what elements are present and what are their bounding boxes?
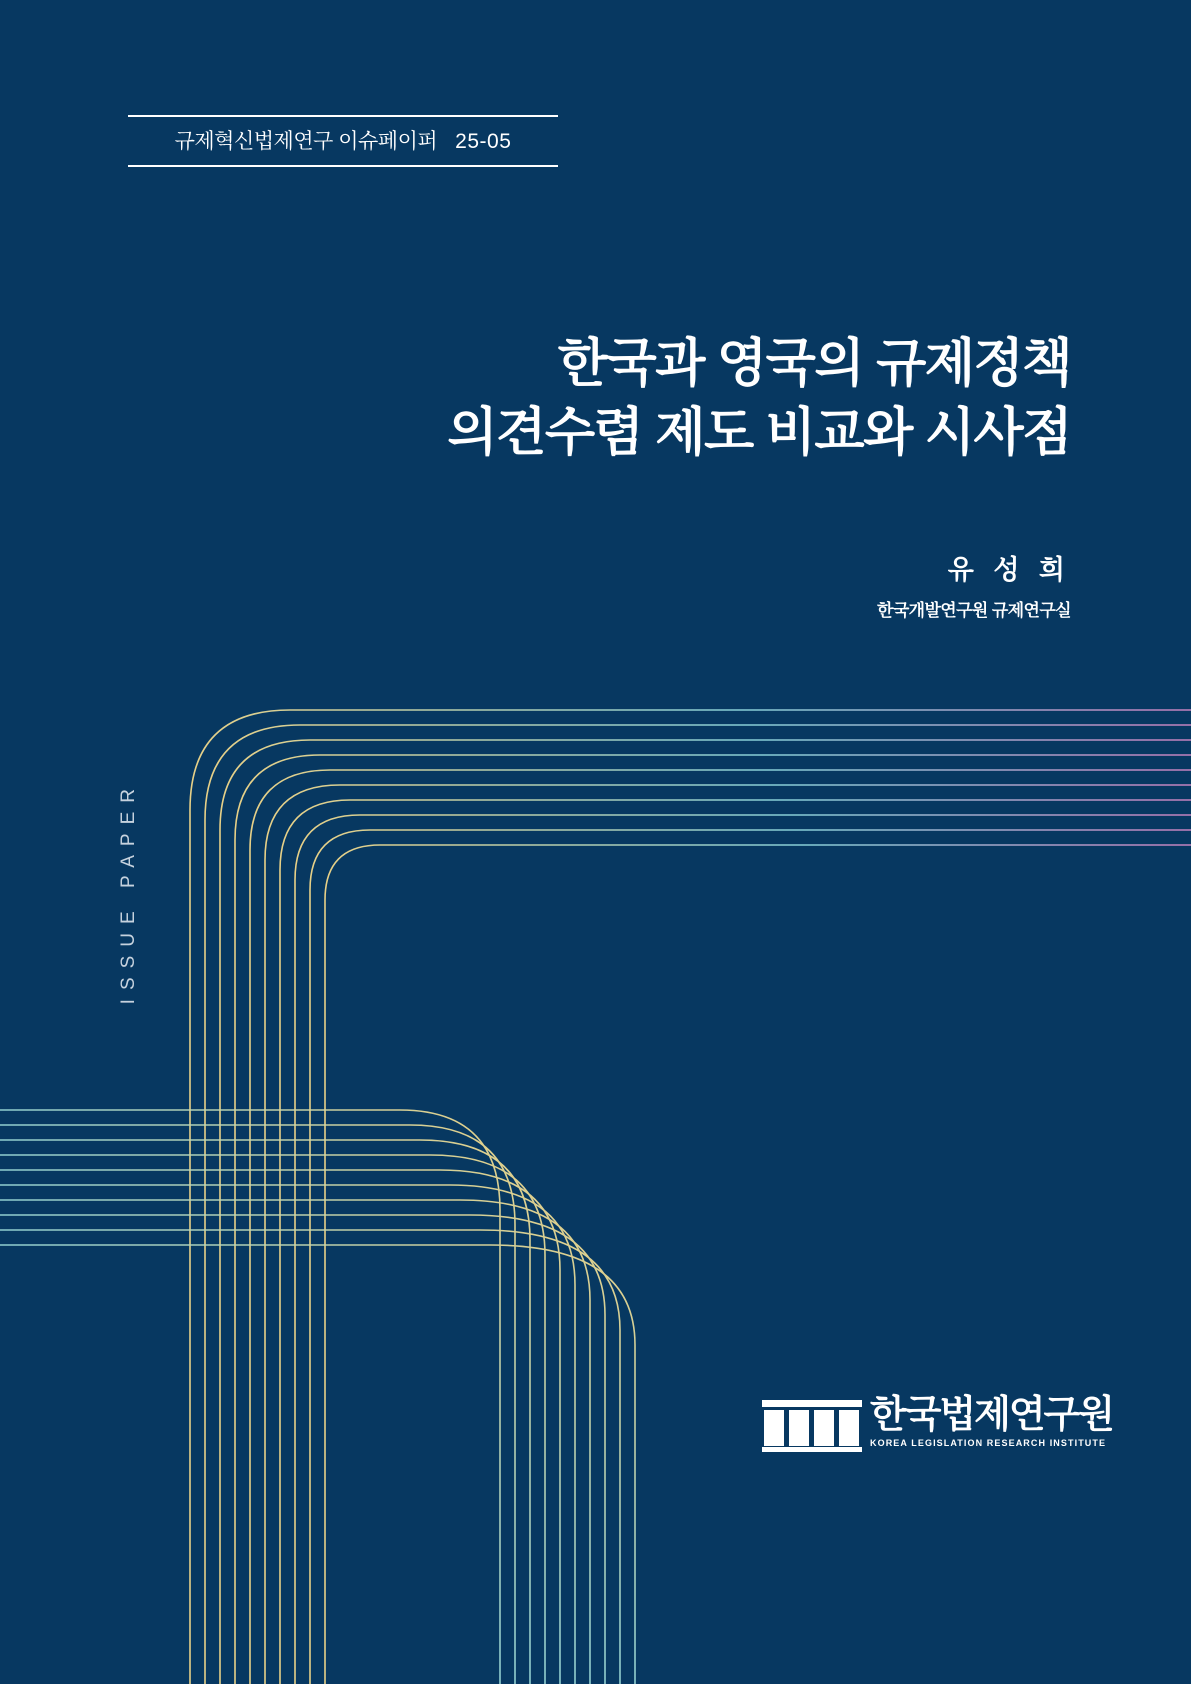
series-label bbox=[128, 115, 558, 167]
publisher-name-kr: 한국법제연구원 bbox=[870, 1394, 1113, 1436]
series-name: 규제혁신법제연구 이슈페이퍼 bbox=[174, 130, 438, 153]
page-title bbox=[171, 330, 1071, 467]
publisher-text bbox=[870, 1395, 1113, 1448]
issue-paper-vertical-label: ISSUE PAPER bbox=[118, 780, 139, 1005]
title-line-1: 한국과 영국의 규제정책 bbox=[557, 335, 1071, 393]
title-line-2: 의견수렴 제도 비교와 시사점 bbox=[447, 403, 1071, 462]
publisher-logo bbox=[762, 1395, 1113, 1452]
institute-building-icon bbox=[762, 1400, 862, 1452]
author-name: 유 성 희 bbox=[947, 555, 1071, 585]
decorative-line-graphic bbox=[0, 660, 1191, 1684]
publisher-name-en: KOREA LEGISLATION RESEARCH INSTITUTE bbox=[870, 1438, 1107, 1449]
author-affiliation: 한국개발연구원 규제연구실 bbox=[877, 601, 1071, 620]
author-block bbox=[371, 548, 1071, 621]
series-number: 25-05 bbox=[455, 130, 512, 153]
